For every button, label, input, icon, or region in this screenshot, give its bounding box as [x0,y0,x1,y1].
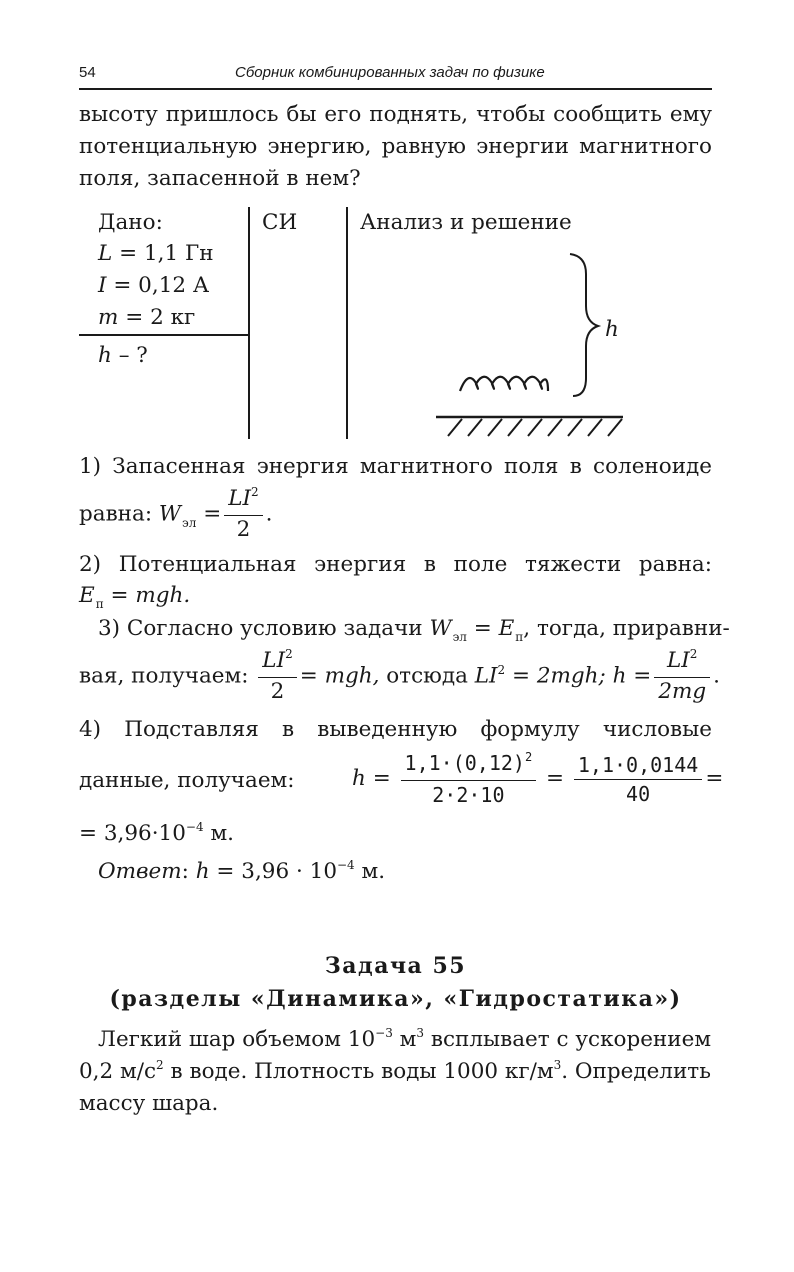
step4-line1: 4) Подставляя в выведенную формулу числовые [79,717,712,742]
problem-subtitle: (разделы «Динамика», «Гидростатика») [109,986,682,1012]
intro-line-2: потенциальную энергию, равную энергии магнитного [79,134,712,159]
header-rule [79,88,712,90]
given-header: Дано: [98,210,163,235]
step2-line1: 2) Потенциальная энергия в поле тяжести равна: [79,552,712,577]
si-header: СИ [262,210,298,235]
height-brace [570,254,598,396]
spring-figure [430,248,630,443]
step1-line1: 1) Запасенная энергия магнитного поля в соленоиде [79,454,712,479]
given-I: I = 0,12 А [98,273,210,298]
result-line: = $3,96\cdot 10^{-4}$ м. [79,820,235,846]
table-divider-1 [248,207,250,439]
page-number: 54 [79,64,96,81]
spring-coil [460,377,548,391]
answer-line: Ответ: $h = 3,96 \cdot 10^{-4}$ м. [98,858,386,884]
height-label: h [605,317,619,342]
step4-formula: h = $\frac{1,1\cdot(0,12)^2}{2\cdot 2\cdot 10}$ = $\frac{1,1\cdot 0,0144}{40}$ = [352,750,724,807]
step1-line2: равна: $W_{эл}$ = $\frac{LI^2}{2}$ . [79,485,273,542]
problem-line-3: массу шара. [79,1091,219,1116]
given-divider [79,334,250,336]
step4-prefix: данные, получаем: [79,768,295,793]
ground-hatching [448,419,622,436]
given-L: L = 1,1 Гн [98,241,214,266]
intro-line-1: высоту пришлось бы его поднять, чтобы сообщить ему [79,102,712,127]
running-title: Сборник комбинированных задач по физике [235,64,545,81]
problem-line-1: Легкий шар объемом $10^{-3}$ $м^3$ всплывает с ускорением [98,1026,712,1052]
step3-line2: вая, получаем: $\frac{LI^2}{2}$ = mgh, отсюда $LI^2 = 2mgh$; h = $\frac{LI^2}{2mg}$ . [79,647,720,704]
problem-title: Задача 55 [324,953,467,979]
intro-line-3: поля, запасенной в нем? [79,166,361,191]
find-h: h – ? [98,343,148,368]
analysis-header: Анализ и решение [360,210,572,235]
step2-line2: $E_п$ = mgh. [79,583,191,611]
table-divider-2 [346,207,348,439]
step3-line1: 3) Согласно условию задачи $W_{эл} = E_п$, тогда, приравни- [98,616,730,644]
given-m: m = 2 кг [98,305,196,330]
problem-line-2: 0,2 $м/с^2$ в воде. Плотность воды 1000 $кг/м^3$. Определить [79,1058,711,1084]
energy-fraction: $\frac{LI^2}{2}$ [224,485,262,544]
